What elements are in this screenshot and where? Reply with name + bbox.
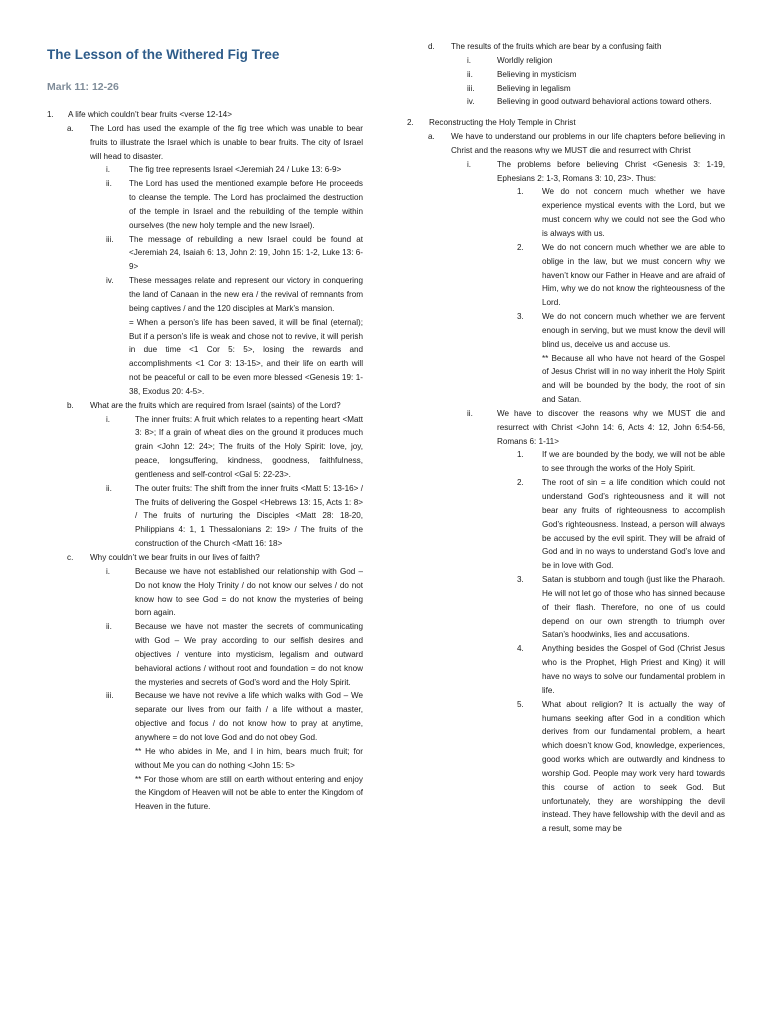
list-item xyxy=(517,573,725,642)
item-text: What are the fruits which are required from Israel (saints) of the Lord? xyxy=(90,400,341,410)
item-text: We do not concern much whether we have experience mystical events with the Lord, but we must concern why we could not see the God who is always with us. xyxy=(542,187,725,238)
note-text: ** For those whom are still on earth without entering and enjoy the Kingdom of Heaven will not be able to enter the Kingdom of Heaven in the future. xyxy=(135,774,363,812)
left-column xyxy=(43,40,363,814)
list-item xyxy=(467,82,725,96)
item-number: d. xyxy=(428,42,435,51)
item-text: Why couldn’t we bear fruits in our lives of faith? xyxy=(90,553,260,562)
list-item xyxy=(428,40,725,54)
item-number: ii. xyxy=(106,483,112,493)
item-text: The Lord has used the mentioned example before He proceeds to cleanse the temple. The Lord has proclaimed the destruction of the temple in Israel and the rebuilding of the temple within ourselves (the new holy temple and the new Israel). xyxy=(129,179,363,230)
list-item xyxy=(467,407,725,449)
item-number: 4. xyxy=(517,644,524,654)
item-number: i. xyxy=(106,414,111,424)
list-item xyxy=(106,620,363,689)
item-number: 2. xyxy=(517,478,524,488)
item-text: The results of the fruits which are bear by a confusing faith xyxy=(451,42,662,51)
item-number: ii. xyxy=(467,69,473,79)
item-text: Satan is stubborn and tough (just like the Pharaoh. He will not let go of those who has sinned because of their flash. Therefore, no one of us could depend on our own strength to triumph over Satan’s hoodwinks, lies and accusations. xyxy=(542,575,725,640)
right-column xyxy=(403,40,725,836)
item-text: Because we have not master the secrets of communicating with God – We pray according to our selfish desires and objectives / venture into mysticism, legalism and outward behavioral actions / without root and foundation = do not know the mysteries and secrets of God’s word and the Holy Spirit. xyxy=(135,622,363,687)
item-number: 1. xyxy=(517,450,524,460)
item-number: ii. xyxy=(467,408,473,418)
list-item xyxy=(407,116,725,130)
item-number: 3. xyxy=(517,312,524,322)
note-text: = When a person’s life has been saved, it will be final (eternal); But if a person’s life is weak and chose not to revive, it will perish in due time <1 Cor 5: 5>, losing the rewards and accomplishments <1 Cor 3: 13-15>, and their life on earth will not be peaceful or call to be even more blessed <Genesis 19: 1-38, Exodus 20: 4-5>. xyxy=(129,317,363,396)
item-number: c. xyxy=(67,553,74,562)
item-text: The Lord has used the example of the fig tree which was unable to bear fruits to illustrate the Israel which is unable to bear fruits. The city of Israel will head to disaster. xyxy=(90,123,363,161)
item-text: What about religion? It is actually the way of humans seeking after God in a condition which derives from our fundamental problem, a heart which doesn’t know God, knowledge, experiences, good works which are outwardly and kindness to worship God. People may work very hard towards this course of action to seek God. But unfortunately, they are worshipping the devil instead. They have fellowship with the devil and as a result, some may be xyxy=(542,699,725,834)
note-text: ** Because all who have not heard of the Gospel of Jesus Christ will in no way inherit the Holy Spirit and will be bounded by the body, the root of sin and Satan. xyxy=(542,353,725,405)
item-number: a. xyxy=(67,123,74,133)
list-item xyxy=(67,122,363,164)
list-item xyxy=(517,642,725,697)
list-item xyxy=(67,551,363,565)
item-text: Worldly religion xyxy=(497,55,553,65)
item-text: The root of sin = a life condition which could not understand God’s righteousness and it will not bear any fruits of righteousness to accomplish God’s righteousness. Instead, a person will always be accused by the evil spirit. They will be afraid of God and in no ways to understand God’s love and be in love with God. xyxy=(542,478,725,571)
note-text: ** He who abides in Me, and I in him, bears much fruit; for without Me you can do nothing <John 15: 5> xyxy=(135,746,363,770)
list-item xyxy=(106,177,363,232)
item-number: ii. xyxy=(106,179,112,189)
item-number: i. xyxy=(467,159,472,169)
item-number: 5. xyxy=(517,699,524,709)
list-item xyxy=(517,185,725,240)
list-item xyxy=(428,130,725,158)
item-text: The outer fruits: The shift from the inner fruits <Matt 5: 13-16> / The fruits of delivering the Gospel <Hebrews 13: 15, Acts 1: 8> / The fruits of nurturing the Disciples <Matt 28: 18-20, Philippians 4: 1, 1 Thessalonians 2: 19> / The fruits of the construction of the Church <Matt 16: 18> xyxy=(135,483,363,549)
list-item xyxy=(467,158,725,186)
document-subtitle: Mark 11: 12-26 xyxy=(47,81,119,93)
list-item xyxy=(467,95,725,109)
list-item xyxy=(106,163,363,177)
item-text: The inner fruits: A fruit which relates to a repenting heart <Matt 3: 8>; If a grain of wheat dies on the ground it produces much grain <John 12: 24>; The fruits of the Holy Spirit: love, joy, peace, longsuffering, kindness, goodness, faithfulness, gentleness and self-control <Gal 5: 22-23>. xyxy=(135,414,363,479)
list-item xyxy=(47,108,363,122)
list-item xyxy=(517,241,725,310)
document-title: The Lesson of the Withered Fig Tree xyxy=(47,47,280,62)
item-text: Anything besides the Gospel of God (Christ Jesus who is the Prophet, High Priest and King) it will have no ways to solve our fundamental problem in life. xyxy=(542,644,725,695)
list-item xyxy=(517,698,725,836)
item-number: 1. xyxy=(517,187,524,197)
list-item xyxy=(106,413,363,482)
item-text: These messages relate and represent our victory in conquering the land of Canaan in the new era / the revival of remnants from being captives / and the 120 disciples at Mark’s mansion. xyxy=(129,276,363,313)
list-item xyxy=(106,482,363,551)
list-item xyxy=(467,54,725,68)
item-text: Because we have not established our relationship with God – Do not know the Holy Trinity / do not know our selves / do not know how to see God = do not know the mysteries of being born again. xyxy=(135,566,363,618)
item-text: Because we have not revive a life which walks with God – We separate our lives from our faith / a life without a master, objective and focus / do not know how to pray at anytime, anywhere = do not love God and do not obey God. xyxy=(135,691,363,742)
item-number: b. xyxy=(67,400,74,410)
item-number: i. xyxy=(467,55,472,65)
item-text: The fig tree represents Israel <Jeremiah 24 / Luke 13: 6-9> xyxy=(129,165,342,175)
item-text: Reconstructing the Holy Temple in Christ xyxy=(429,118,576,128)
item-number: i. xyxy=(106,566,111,576)
item-number: 2. xyxy=(407,118,414,128)
item-number: 3. xyxy=(517,575,524,585)
item-text: Believing in legalism xyxy=(497,83,571,93)
item-number: ii. xyxy=(106,622,112,632)
list-item xyxy=(517,448,725,476)
item-text: A life which couldn’t bear fruits <verse 12-14> xyxy=(68,110,232,119)
item-number: iii. xyxy=(106,234,114,244)
item-number: a. xyxy=(428,132,435,142)
list-item xyxy=(106,565,363,620)
item-text: The problems before believing Christ <Genesis 3: 1-19, Ephesians 2: 1-3, Romans 3: 10, 23>. Thus: xyxy=(497,159,725,183)
item-number: iii. xyxy=(106,691,114,701)
item-text: If we are bounded by the body, we will not be able to see through the works of the Holy Spirit. xyxy=(542,450,725,474)
item-text: We have to discover the reasons why we MUST die and resurrect with Christ <John 14: 6, Acts 4: 12, John 6:54-56, Romans 6: 1-11> xyxy=(497,408,725,446)
list-item xyxy=(67,399,363,413)
item-number: iii. xyxy=(467,83,475,93)
list-item xyxy=(106,689,363,744)
item-text: We do not concern much whether we are fervent enough in serving, but we must know the devil will blind us, deceive us and accuse us. xyxy=(542,312,725,349)
item-text: Believing in good outward behavioral actions toward others. xyxy=(497,97,712,107)
item-text: Believing in mysticism xyxy=(497,69,577,79)
list-item xyxy=(106,274,363,316)
item-number: iv. xyxy=(106,276,114,286)
item-text: We have to understand our problems in our life chapters before believing in Christ and the reasons why we MUST die and resurrect with Christ xyxy=(451,132,725,155)
list-item xyxy=(517,310,725,352)
list-item xyxy=(106,233,363,275)
item-number: 1. xyxy=(47,110,54,119)
item-number: iv. xyxy=(467,97,475,107)
list-item xyxy=(467,68,725,82)
item-text: We do not concern much whether we are able to oblige in the law, but we must concern why we haven’t know our Father in Heave and are afraid of Him, why we do not know the righteousness of the Lord. xyxy=(542,242,725,308)
item-text: The message of rebuilding a new Israel could be found at <Jeremiah 24, Isaiah 6: 13, John 2: 19, John 15: 1-2, Luke 13: 6-9> xyxy=(129,234,363,272)
item-number: 2. xyxy=(517,242,524,252)
list-item xyxy=(517,476,725,573)
item-number: i. xyxy=(106,165,111,175)
